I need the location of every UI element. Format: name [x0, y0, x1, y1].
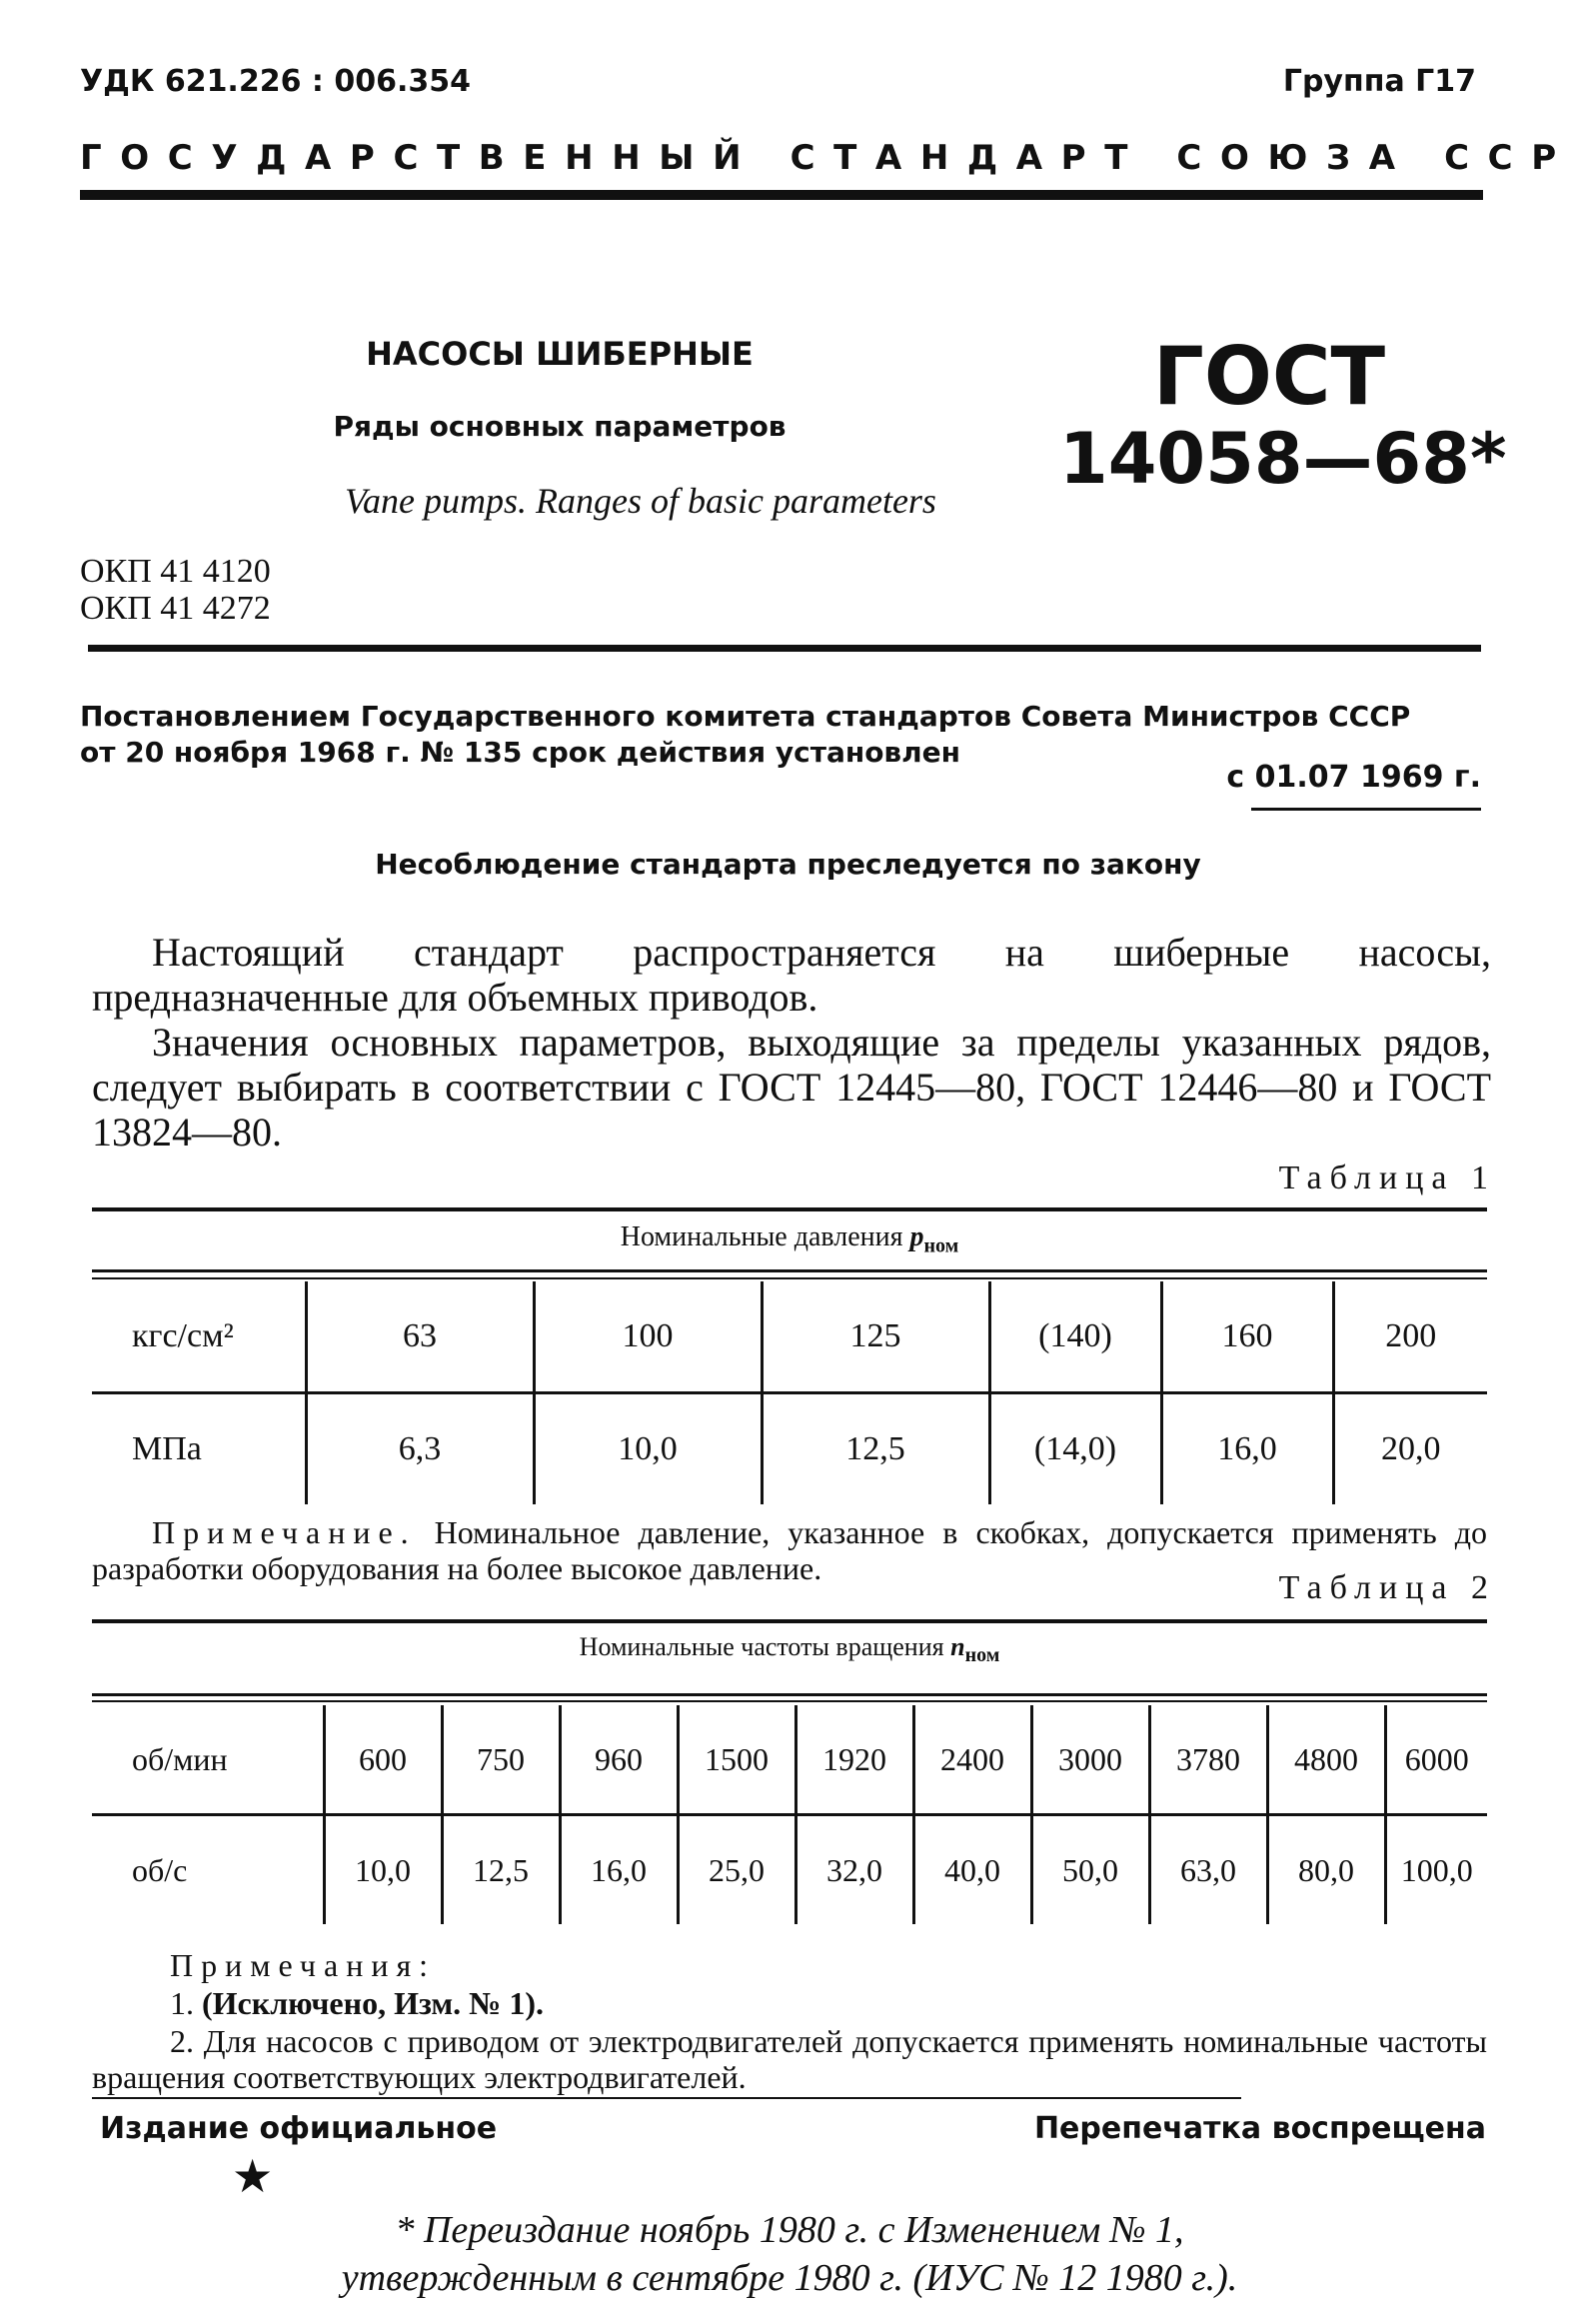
- table-cell: 3000: [1031, 1705, 1149, 1813]
- table-row: [92, 1394, 1487, 1504]
- table-cell: 80,0: [1267, 1816, 1385, 1924]
- decree-line-2: от 20 ноября 1968 г. № 135 срок действия установлен: [80, 736, 960, 769]
- paragraph-scope: Настоящий стандарт распространяется на шиберные насосы, предназначенные для объемных приводов.: [92, 930, 1491, 1020]
- table1-pressures: [92, 1281, 1487, 1504]
- table1-header-rule-b: [92, 1277, 1487, 1279]
- table-cell: 4800: [1267, 1705, 1385, 1813]
- document-title: НАСОСЫ ШИБЕРНЫЕ: [366, 335, 754, 373]
- table-cell: 160: [1161, 1281, 1333, 1391]
- table-cell: 12,5: [442, 1816, 560, 1924]
- okp-code-1: ОКП 41 4120: [80, 553, 271, 590]
- pressure-symbol: p: [909, 1221, 924, 1252]
- table1-header: [92, 1221, 1487, 1258]
- group-code: Группа Г17: [1282, 64, 1476, 99]
- table-cell: (14,0): [989, 1394, 1161, 1504]
- header-rule: [80, 190, 1483, 200]
- table-cell: 6000: [1385, 1705, 1487, 1813]
- table2-note-2: 2. Для насосов с приводом от электродвигателей допускается применять номинальные частоты вращения соответствующих электродвигателей.: [92, 2023, 1487, 2095]
- table-cell: 12,5: [762, 1394, 989, 1504]
- table-cell: 63: [306, 1281, 534, 1391]
- state-standard-banner: ГОСУДАРСТВЕННЫЙ СТАНДАРТ СОЮЗА ССР: [80, 138, 1575, 178]
- notes-rule: [92, 2097, 1241, 2099]
- english-title: Vane pumps. Ranges of basic parameters: [345, 481, 936, 521]
- frequency-subscript: ном: [964, 1644, 1000, 1667]
- table-cell: 750: [442, 1705, 560, 1813]
- table-cell: (140): [989, 1281, 1161, 1391]
- gost-label: ГОСТ: [1152, 330, 1386, 423]
- document-subtitle: Ряды основных параметров: [333, 410, 787, 443]
- title-rule: [88, 645, 1481, 652]
- table2-unit-rps: об/с: [132, 1851, 188, 1888]
- table1-unit-mpa: МПа: [132, 1430, 202, 1467]
- reissue-line-1: * Переиздание ноябрь 1980 г. с Изменением № 1,: [395, 2209, 1184, 2251]
- note1-number: 1.: [170, 1985, 202, 2021]
- table-cell: 600: [324, 1705, 442, 1813]
- table-cell: 25,0: [678, 1816, 795, 1924]
- date-underline: [1251, 808, 1481, 811]
- table1-header-text: Номинальные давления: [620, 1221, 910, 1252]
- udk-code: УДК 621.226 : 006.354: [80, 64, 471, 99]
- table2-frequencies: [92, 1705, 1487, 1924]
- table-cell: 32,0: [795, 1816, 913, 1924]
- table-cell: 40,0: [913, 1816, 1031, 1924]
- decree-line-1: Постановлением Государственного комитета стандартов Совета Министров СССР: [80, 700, 1411, 733]
- table2-unit-rpm: об/мин: [132, 1740, 228, 1777]
- table-cell: 2400: [913, 1705, 1031, 1813]
- table2-top-rule: [92, 1619, 1487, 1623]
- table2-header-rule-b: [92, 1700, 1487, 1702]
- table-cell: 125: [762, 1281, 989, 1391]
- table1-unit-kgf: кгс/см²: [132, 1317, 234, 1354]
- table1-header-rule-a: [92, 1269, 1487, 1272]
- table-cell: 16,0: [1161, 1394, 1333, 1504]
- table-cell: 10,0: [324, 1816, 442, 1924]
- table2-header-text: Номинальные частоты вращения: [579, 1632, 951, 1661]
- table1-note-text: Номинальное давление, указанное в скобках, допускается применять до разработки оборудования на более высокое давление.: [92, 1514, 1487, 1586]
- table-cell: 200: [1333, 1281, 1487, 1391]
- frequency-symbol: n: [950, 1632, 965, 1661]
- table2-note-1: [170, 1985, 544, 2021]
- table-row: [92, 1816, 1487, 1924]
- table-cell: 20,0: [1333, 1394, 1487, 1504]
- paragraph-parameters: Значения основных параметров, выходящие за пределы указанных рядов, следует выбирать в соответствии с ГОСТ 12445—80, ГОСТ 12446—80 и ГОСТ 13824—80.: [92, 1020, 1491, 1155]
- official-edition: Издание официальное: [100, 2111, 498, 2146]
- table-row: [92, 1705, 1487, 1813]
- table1-note-label: Примечание.: [152, 1514, 417, 1550]
- table-cell: 50,0: [1031, 1816, 1149, 1924]
- body-text: [92, 930, 1491, 1155]
- table-cell: 960: [560, 1705, 678, 1813]
- table2-notes-label: Примечания:: [170, 1947, 437, 1983]
- table-cell: 63,0: [1149, 1816, 1267, 1924]
- effective-date: с 01.07 1969 г.: [1226, 760, 1481, 795]
- reprint-prohibited: Перепечатка воспрещена: [1033, 2111, 1486, 2146]
- okp-code-2: ОКП 41 4272: [80, 590, 271, 627]
- table-row: [92, 1281, 1487, 1391]
- reissue-line-2: утвержденным в сентябре 1980 г. (ИУС № 12 1980 г.).: [341, 2257, 1238, 2299]
- table-cell: 3780: [1149, 1705, 1267, 1813]
- table2-caption: Таблица 2: [1278, 1569, 1496, 1606]
- table-cell: 100: [534, 1281, 762, 1391]
- table-cell: 10,0: [534, 1394, 762, 1504]
- table-cell: 1500: [678, 1705, 795, 1813]
- pressure-subscript: ном: [923, 1234, 959, 1257]
- star-icon: ★: [232, 2151, 274, 2202]
- table-cell: 1920: [795, 1705, 913, 1813]
- table1-caption: Таблица 1: [1278, 1160, 1496, 1196]
- table1-top-rule: [92, 1207, 1487, 1211]
- law-warning: Несоблюдение стандарта преследуется по закону: [375, 848, 1201, 881]
- gost-number: 14058—68*: [1059, 418, 1507, 500]
- table2-header: [92, 1632, 1487, 1667]
- note1-text: (Исключено, Изм. № 1).: [202, 1985, 544, 2021]
- table2-header-rule-a: [92, 1693, 1487, 1696]
- table-cell: 6,3: [306, 1394, 534, 1504]
- table-cell: 100,0: [1385, 1816, 1487, 1924]
- table-cell: 16,0: [560, 1816, 678, 1924]
